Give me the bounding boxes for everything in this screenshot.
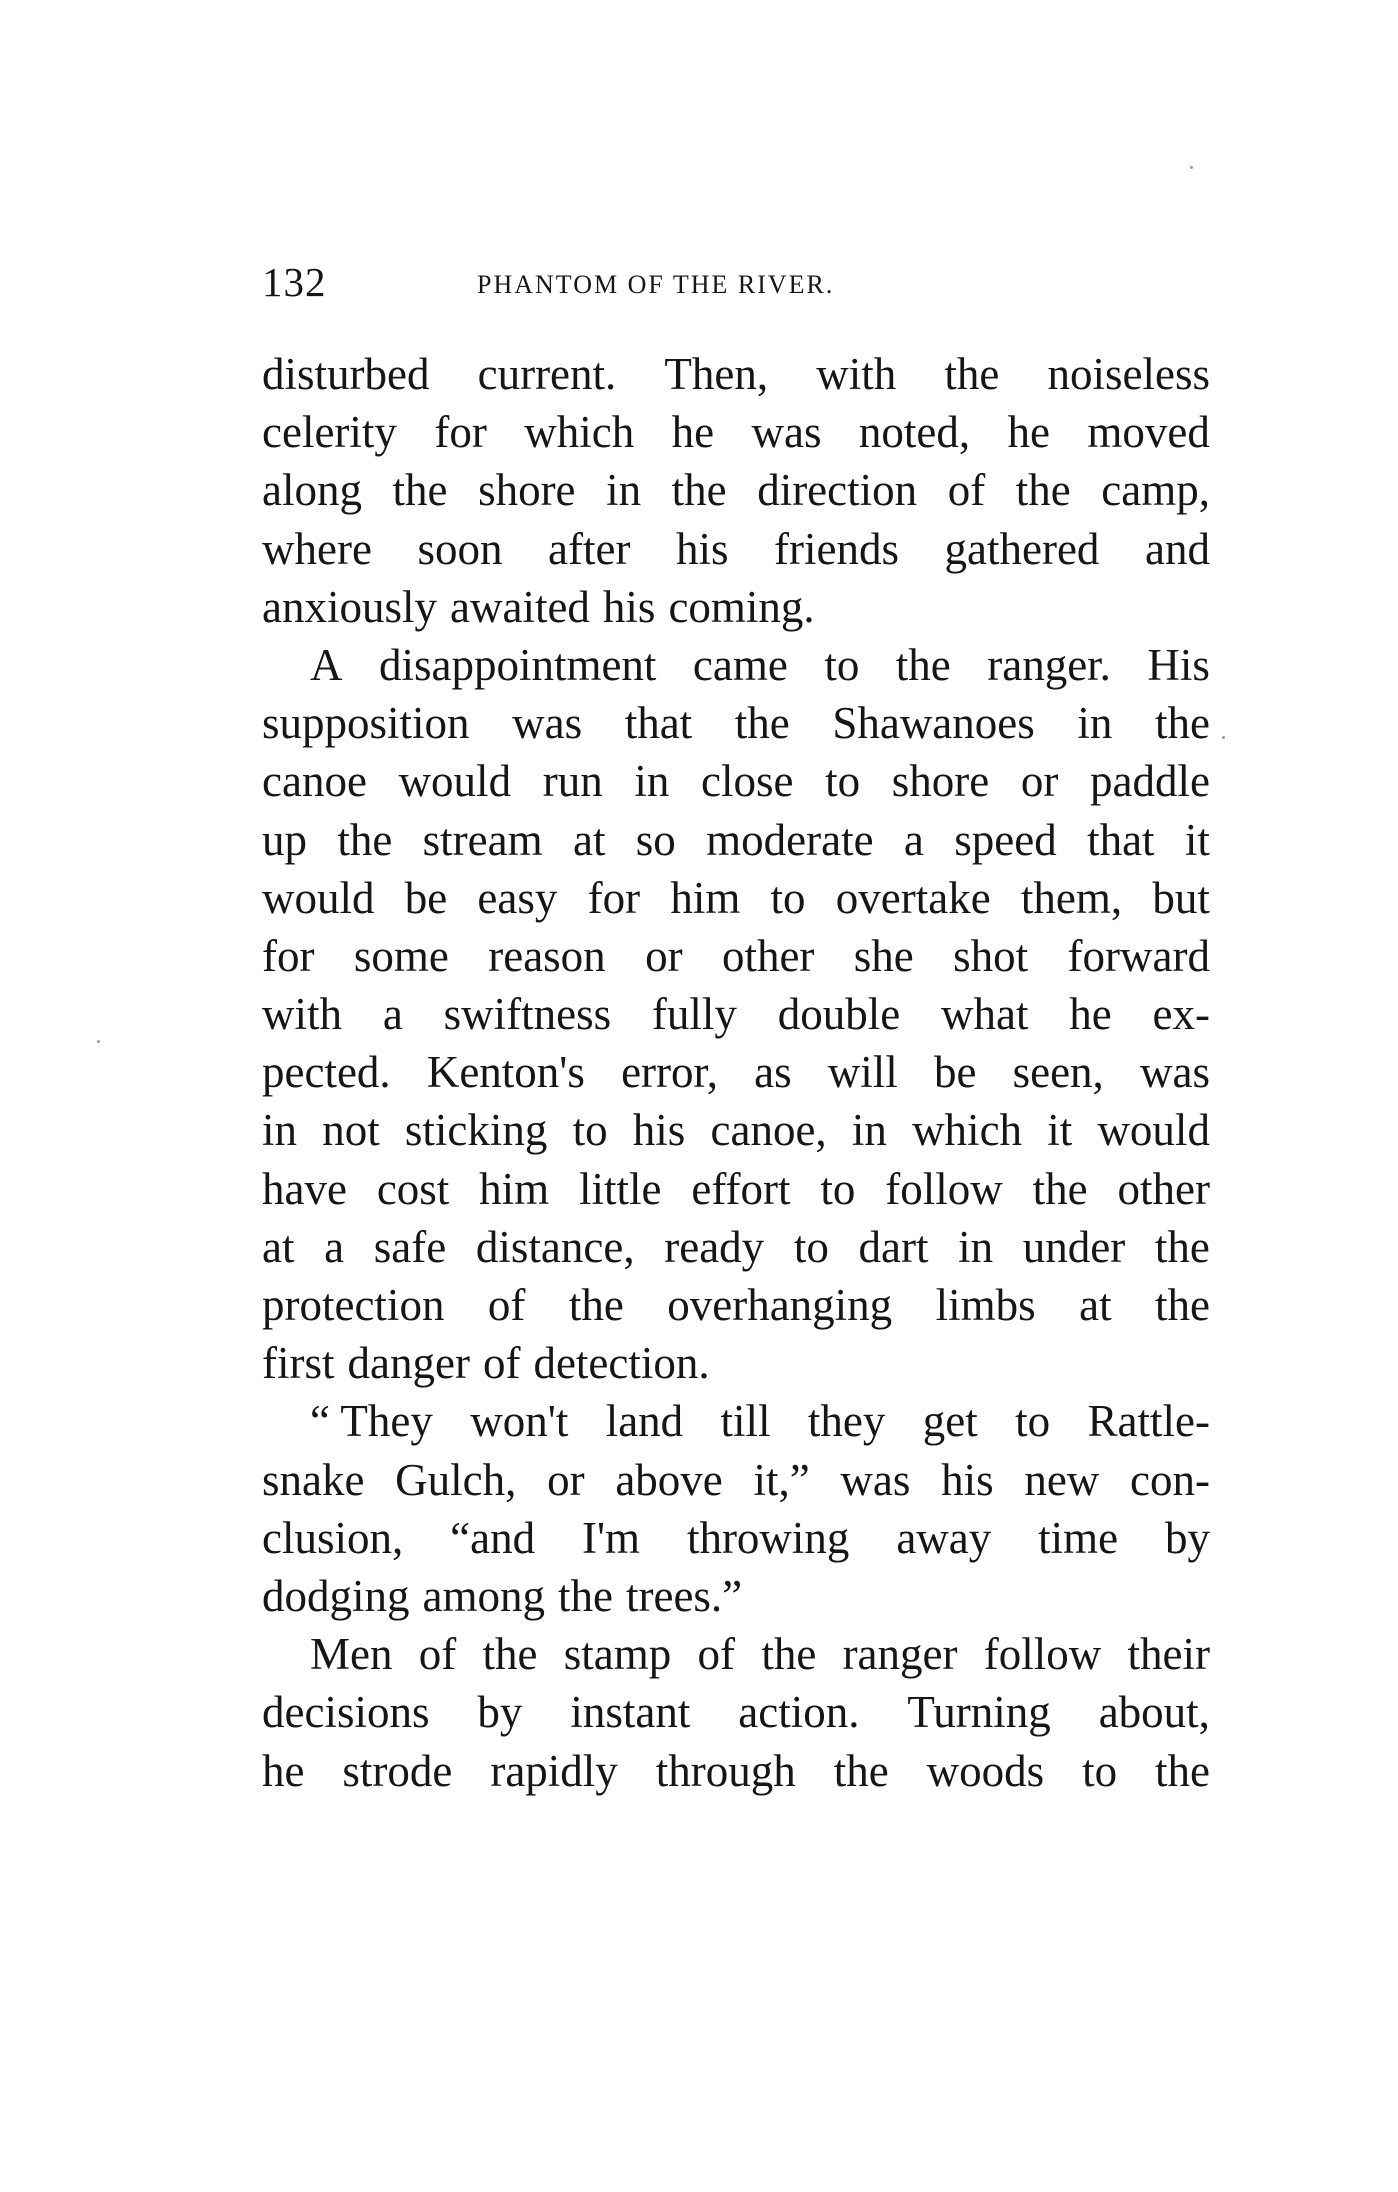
text-line xyxy=(262,1392,1210,1450)
word: that xyxy=(624,698,693,749)
word: detection. xyxy=(533,1338,710,1389)
text-line xyxy=(262,1742,1210,1800)
word: instant xyxy=(570,1687,691,1738)
word: “and xyxy=(450,1512,536,1563)
word: at xyxy=(572,814,606,865)
word: be xyxy=(404,872,448,923)
word: would xyxy=(262,872,375,923)
word: be xyxy=(933,1047,977,1098)
text-line xyxy=(262,1218,1210,1276)
word: the xyxy=(1032,1163,1088,1214)
word: at xyxy=(262,1221,295,1272)
word: rapidly xyxy=(490,1745,618,1796)
word: new xyxy=(1024,1454,1100,1505)
word: canoe, xyxy=(710,1105,827,1156)
word: to xyxy=(824,639,860,690)
word: to xyxy=(572,1105,608,1156)
scan-speck xyxy=(1222,736,1225,739)
text-line xyxy=(262,1509,1210,1567)
word: which xyxy=(912,1105,1023,1156)
word: Then, xyxy=(664,349,769,399)
word: the xyxy=(1154,1221,1210,1272)
word: paddle xyxy=(1090,756,1210,807)
word: of xyxy=(418,1629,457,1680)
text-line xyxy=(262,752,1210,810)
word: what xyxy=(940,989,1029,1040)
word: that xyxy=(1087,814,1155,865)
word: in xyxy=(958,1221,994,1272)
word: through xyxy=(655,1745,796,1796)
word: ex- xyxy=(1152,989,1210,1040)
word: above xyxy=(615,1454,723,1505)
word: danger xyxy=(347,1338,470,1389)
word: stream xyxy=(422,814,543,865)
word: reason xyxy=(488,930,606,981)
word: snake xyxy=(262,1454,365,1505)
word: celerity xyxy=(262,407,397,458)
word: shot xyxy=(953,930,1029,981)
text-line xyxy=(262,985,1210,1043)
word: I'm xyxy=(581,1512,641,1563)
word: the xyxy=(1154,698,1210,749)
word: his xyxy=(675,523,729,574)
word: it xyxy=(1184,814,1210,865)
word: his xyxy=(632,1105,686,1156)
word: of xyxy=(947,465,986,516)
word: by xyxy=(477,1687,523,1738)
word: follow xyxy=(885,1163,1003,1214)
word: them, xyxy=(1020,872,1123,923)
word: canoe xyxy=(262,756,367,807)
word: or xyxy=(547,1454,585,1505)
word: they xyxy=(807,1396,886,1447)
word: with xyxy=(262,989,343,1040)
word: A xyxy=(310,639,343,690)
word: gathered xyxy=(944,523,1100,574)
text-line xyxy=(262,1625,1210,1683)
word: away xyxy=(896,1512,992,1563)
word: His xyxy=(1147,639,1210,690)
word: easy xyxy=(477,872,558,923)
text-line xyxy=(262,927,1210,985)
word: dodging xyxy=(262,1570,410,1621)
word: some xyxy=(353,930,449,981)
word: by xyxy=(1165,1512,1210,1563)
word: a xyxy=(903,814,924,865)
text-line xyxy=(262,1451,1210,1509)
word: of xyxy=(487,1280,526,1330)
word: so xyxy=(635,814,676,865)
word: anxiously xyxy=(262,581,437,632)
word: which xyxy=(524,407,635,458)
word: friends xyxy=(774,523,899,574)
word: other xyxy=(1117,1163,1210,1214)
word: disappointment xyxy=(378,639,657,690)
word: ranger xyxy=(842,1629,958,1680)
word: he xyxy=(262,1745,305,1796)
word: follow xyxy=(983,1629,1102,1680)
word: him xyxy=(479,1163,550,1214)
word: decisions xyxy=(262,1687,430,1738)
word: trees.” xyxy=(625,1570,743,1621)
word: but xyxy=(1152,872,1210,923)
text-line xyxy=(262,1567,1210,1625)
running-head xyxy=(262,257,1207,307)
word: or xyxy=(1020,756,1059,807)
word: was xyxy=(840,1454,911,1505)
word: disturbed xyxy=(262,349,430,399)
word: awaited xyxy=(450,581,590,632)
word: moderate xyxy=(706,814,874,865)
word: clusion, xyxy=(262,1512,404,1563)
text-line xyxy=(262,461,1210,519)
word: distance, xyxy=(475,1221,635,1272)
word: of xyxy=(697,1629,736,1680)
word: at xyxy=(1079,1280,1112,1330)
word: he xyxy=(1069,989,1112,1040)
word: safe xyxy=(373,1221,447,1272)
body-text xyxy=(262,345,1210,1800)
word: to xyxy=(825,756,861,807)
word: among xyxy=(422,1570,545,1621)
word: his xyxy=(941,1454,994,1505)
scan-speck xyxy=(1190,166,1193,169)
word: for xyxy=(262,930,315,981)
word: the xyxy=(392,465,448,516)
word: land xyxy=(605,1396,684,1447)
text-line xyxy=(262,694,1210,752)
word: throwing xyxy=(686,1512,850,1563)
word: was xyxy=(1139,1047,1210,1098)
word: the xyxy=(558,1570,613,1621)
word: was xyxy=(512,698,583,749)
word: the xyxy=(482,1629,538,1680)
word: would xyxy=(398,756,512,807)
word: soon xyxy=(417,523,503,574)
text-line xyxy=(262,1276,1210,1334)
word: up xyxy=(262,814,307,865)
word: the xyxy=(1015,465,1071,516)
word: fully xyxy=(651,989,737,1040)
word: coming. xyxy=(668,581,815,632)
word: double xyxy=(777,989,901,1040)
word: the xyxy=(895,639,951,690)
word: pected. xyxy=(262,1047,391,1098)
word: for xyxy=(587,872,641,923)
word: under xyxy=(1022,1221,1126,1272)
word: stamp xyxy=(563,1629,672,1680)
word: forward xyxy=(1067,930,1210,981)
word: in xyxy=(1077,698,1113,749)
word: it xyxy=(1047,1105,1073,1156)
text-line xyxy=(262,811,1210,869)
word: with xyxy=(816,349,897,399)
word: the xyxy=(1155,1745,1210,1796)
word: a xyxy=(324,1221,345,1272)
word: direction xyxy=(757,465,918,516)
word: other xyxy=(721,930,815,981)
word: first xyxy=(262,1338,335,1389)
word: close xyxy=(701,756,794,807)
word: their xyxy=(1127,1629,1210,1680)
word: swiftness xyxy=(443,989,612,1040)
word: and xyxy=(1144,523,1210,574)
word: effort xyxy=(691,1163,791,1214)
word: about, xyxy=(1098,1687,1210,1738)
word: will xyxy=(827,1047,898,1098)
word: speed xyxy=(954,814,1057,865)
word: con- xyxy=(1130,1454,1210,1505)
word: to xyxy=(1015,1396,1051,1447)
word: not xyxy=(322,1105,380,1156)
text-line xyxy=(262,1334,1210,1392)
text-line xyxy=(262,345,1210,403)
word: as xyxy=(754,1047,792,1098)
word: in xyxy=(634,756,670,807)
word: Kenton's xyxy=(426,1047,585,1098)
text-line xyxy=(262,1043,1210,1101)
text-line xyxy=(262,1160,1210,1218)
word: to xyxy=(793,1221,829,1272)
word: he xyxy=(1007,407,1051,458)
word: the xyxy=(833,1745,889,1796)
word: Turning xyxy=(907,1687,1051,1738)
word: “ They xyxy=(310,1396,433,1447)
word: ready xyxy=(664,1221,765,1272)
word: woods xyxy=(926,1745,1045,1796)
word: the xyxy=(944,349,1000,399)
word: shore xyxy=(478,465,576,516)
word: to xyxy=(820,1163,856,1214)
word: Shawanoes xyxy=(832,698,1035,749)
word: seen, xyxy=(1012,1047,1104,1098)
word: of xyxy=(482,1338,521,1389)
running-title: PHANTOM OF THE RIVER. xyxy=(477,270,835,299)
word: along xyxy=(262,465,362,516)
word: till xyxy=(720,1396,771,1447)
word: a xyxy=(382,989,403,1040)
word: for xyxy=(434,407,487,458)
word: Men xyxy=(310,1629,393,1680)
word: dart xyxy=(858,1221,929,1272)
word: him xyxy=(670,872,741,923)
word: get xyxy=(922,1396,978,1447)
text-line xyxy=(262,1683,1210,1741)
word: where xyxy=(262,523,372,574)
word: overhanging xyxy=(667,1280,893,1330)
word: or xyxy=(645,930,683,981)
word: run xyxy=(542,756,603,807)
word: his xyxy=(602,581,656,632)
text-line xyxy=(262,403,1210,461)
word: the xyxy=(671,465,727,516)
word: to xyxy=(1082,1745,1118,1796)
word: noted, xyxy=(858,407,971,458)
word: shore xyxy=(891,756,990,807)
word: in xyxy=(851,1105,887,1156)
word: she xyxy=(853,930,914,981)
word: the xyxy=(734,698,790,749)
word: Gulch, xyxy=(395,1454,517,1505)
word: time xyxy=(1038,1512,1119,1563)
word: the xyxy=(761,1629,817,1680)
word: the xyxy=(337,814,393,865)
word: came xyxy=(692,639,788,690)
word: he xyxy=(671,407,715,458)
page-number: 132 xyxy=(262,259,327,305)
text-line xyxy=(262,869,1210,927)
word: after xyxy=(548,523,631,574)
word: moved xyxy=(1087,407,1210,458)
word: have xyxy=(262,1163,347,1214)
word: the xyxy=(1155,1280,1210,1330)
word: won't xyxy=(470,1396,569,1447)
word: supposition xyxy=(262,698,470,749)
text-line xyxy=(262,520,1210,578)
text-line xyxy=(262,578,1210,636)
word: limbs xyxy=(935,1280,1036,1330)
word: in xyxy=(606,465,642,516)
text-line xyxy=(262,1101,1210,1159)
word: current. xyxy=(477,349,617,399)
word: noiseless xyxy=(1047,349,1210,399)
scan-speck xyxy=(97,1040,100,1043)
word: strode xyxy=(342,1745,453,1796)
word: camp, xyxy=(1101,465,1210,516)
word: error, xyxy=(621,1047,718,1098)
word: cost xyxy=(376,1163,450,1214)
word: ranger. xyxy=(987,639,1111,690)
word: protection xyxy=(262,1280,445,1330)
word: little xyxy=(579,1163,662,1214)
word: overtake xyxy=(835,872,991,923)
word: in xyxy=(262,1105,298,1156)
word: Rattle- xyxy=(1087,1396,1210,1447)
word: to xyxy=(770,872,806,923)
word: would xyxy=(1097,1105,1210,1156)
word: the xyxy=(568,1280,624,1330)
word: sticking xyxy=(404,1105,548,1156)
text-line xyxy=(262,636,1210,694)
word: it,” xyxy=(753,1454,810,1505)
word: action. xyxy=(738,1687,860,1738)
word: was xyxy=(751,407,822,458)
